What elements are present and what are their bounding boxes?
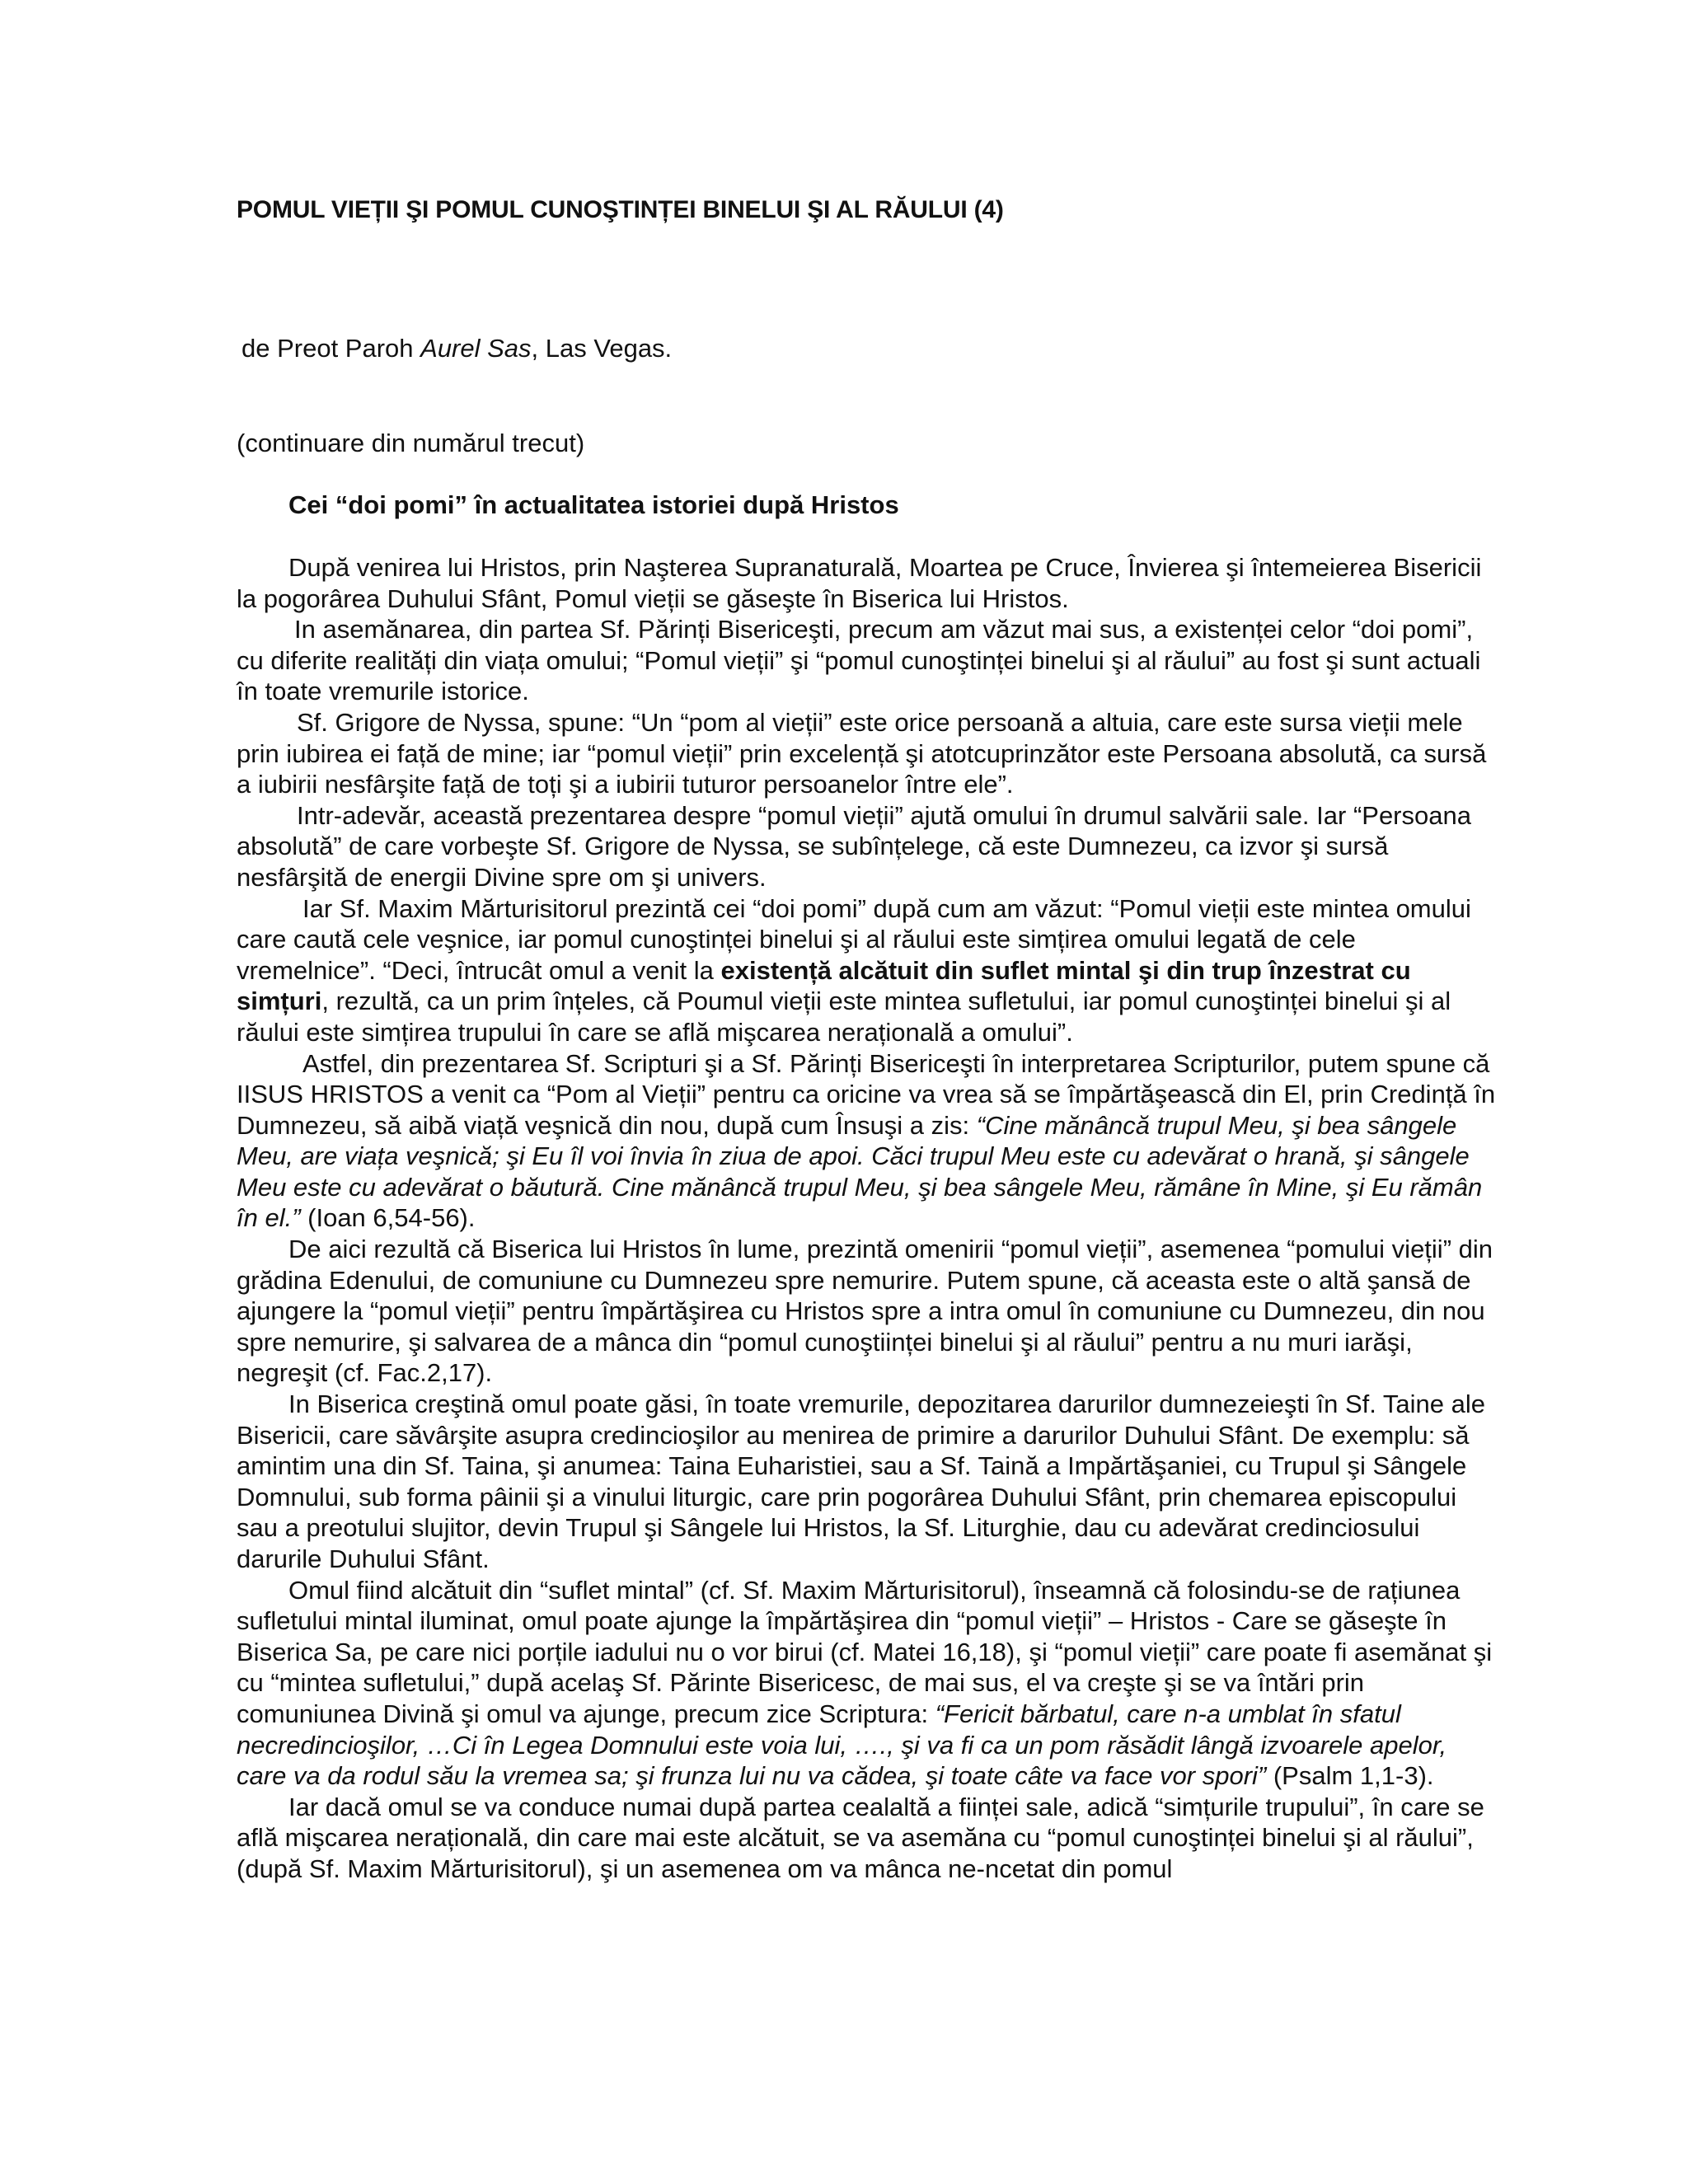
paragraph: Iar dacă omul se va conduce numai după partea cealaltă a ființei sale, adică “simțurile trupului”, în care se află mişcarea nerațională, din care mai este alcătuit, se va asemăna cu “pomul cunoştinței binelui şi al răului”, (după Sf. Maxim Mărturisitorul), şi un asemenea om va mânca ne-ncetat din pomul: [237, 1792, 1484, 1883]
article-title: POMUL VIEȚII ŞI POMUL CUNOŞTINȚEI BINELUI ŞI AL RĂULUI (4): [237, 196, 1004, 223]
paragraph-text: , rezultă, ca un prim înțeles, că Poumul vieții este mintea sufletului, iar pomul cunoştinței binelui şi al răului este simțirea trupului în care se află mişcarea nerațională a omului”.: [237, 987, 1451, 1047]
citation: (Psalm 1,1-3).: [1266, 1761, 1434, 1791]
citation: (Ioan 6,54-56).: [300, 1203, 476, 1233]
paragraph-text: Iar Sf. Maxim Mărturisitorul prezintă cei “doi pomi” după cum am văzut: “Pomul vieții este mintea omului care caută cele veşnice, iar pomul cunoştinței binelui şi al răului este simțirea omului legată de cele vremelnice”. “Deci, întrucât omul a venit la: [237, 893, 1471, 985]
paragraph: După venirea lui Hristos, prin Naşterea Supranaturală, Moartea pe Cruce, Învierea şi întemeierea Bisericii la pogorârea Duhului Sfânt, Pomul vieții se găseşte în Biserica lui Hristos.: [237, 553, 1482, 613]
paragraph-text: Astfel, din prezentarea Sf. Scripturi şi a Sf. Părinți Bisericeşti în interpretarea Scripturilor, putem spune că IISUS HRISTOS a venit ca “Pom al Vieții” pentru ca oricine va vrea să se împărtăşească din El, prin Credință în Dumnezeu, să aibă viață veşnică din nou, după cum Însuşi a zis:: [237, 1048, 1496, 1140]
byline-prefix: de Preot Paroh: [241, 334, 421, 363]
paragraph: Sf. Grigore de Nyssa, spune: “Un “pom al vieții” este orice persoană a altuia, care este sursa vieții mele prin iubirea ei față de mine; iar “pomul vieții” prin excelență şi atotcuprinzător este Persoana absolută, ca sursă a iubirii nesfârşite față de toți şi a iubirii tuturor persoanelor între ele”.: [237, 707, 1487, 799]
continuation-note: (continuare din numărul trecut): [237, 429, 585, 457]
paragraph: De aici rezultă că Biserica lui Hristos în lume, prezintă omenirii “pomul vieții”, asemenea “pomului vieții” din grădina Edenului, de comuniune cu Dumnezeu spre nemurire. Putem spune, că aceasta este o altă şansă de ajungere la “pomul vieții” pentru împărtăşirea cu Hristos spre a intra omul în comuniune cu Dumnezeu, din nou spre nemurire, şi salvarea de a mânca din “pomul cunoştiinței binelui şi al răului” pentru a nu muri iarăşi, negreşit (cf. Fac.2,17).: [237, 1235, 1493, 1388]
paragraph: [237, 893, 1498, 1048]
paragraph: In asemănarea, din partea Sf. Părinți Bisericeşti, precum am văzut mai sus, a existenței celor “doi pomi”, cu diferite realități din viața omului; “Pomul vieții” şi “pomul cunoştinței binelui şi al răului” au fost şi sunt actuali în toate vremurile istorice.: [237, 615, 1481, 706]
paragraph: Intr-adevăr, această prezentarea despre “pomul vieții” ajută omului în drumul salvării sale. Iar “Persoana absolută” de care vorbeşte Sf. Grigore de Nyssa, se subînțelege, că este Dumnezeu, ca izvor şi sursă nesfârşită de energii Divine spre om şi univers.: [237, 800, 1471, 892]
byline: [241, 334, 672, 363]
byline-suffix: , Las Vegas.: [531, 334, 673, 363]
scripture-quote: “Cine mănâncă trupul Meu, şi bea sângele Meu, are viața veşnică; şi Eu îl voi învia în ziua de apoi. Căci trupul Meu este cu adevărat o hrană, şi sângele Meu este cu adevărat o băutură. Cine mănâncă trupul Meu, şi bea sângele Meu, rămâne în Mine, şi Eu rămân în el.”: [237, 1110, 1483, 1233]
section-heading: Cei “doi pomi” în actualitatea istoriei după Hristos: [288, 490, 899, 519]
author-name: Aurel Sas: [420, 334, 532, 363]
scripture-quote: “Fericit bărbatul, care n-a umblat în sfatul necredincioşilor, …Ci în Legea Domnului este voia lui, …., şi va fi ca un pom răsădit lângă izvoarele apelor, care va da rodul său la vremea sa; şi frunza lui nu va cădea, şi toate câte va face vor spori”: [237, 1699, 1447, 1791]
paragraph: [237, 1575, 1498, 1792]
paragraph-text: Omul fiind alcătuit din “suflet mintal” (cf. Sf. Maxim Mărturisitorul), înseamnă că folosindu-se de rațiunea sufletului mintal iluminat, omul poate ajunge la împărtăşirea din “pomul vieții” – Hristos - Care se găseşte în Biserica Sa, pe care nici porțile iadului nu o vor birui (cf. Matei 16,18), şi “pomul vieții” care poate fi asemănat şi cu “mintea sufletului,” după acelaş Sf. Părinte Bisericesc, de mai sus, el va creşte şi se va întări prin comuniunea Divină şi omul va ajunge, precum zice Scriptura:: [237, 1575, 1493, 1728]
bold-emphasis: existență alcătuit din suflet mintal şi din trup înzestrat cu simțuri: [237, 955, 1411, 1016]
article-body: [237, 552, 1498, 1885]
paragraph: In Biserica creştină omul poate găsi, în toate vremurile, depozitarea darurilor dumnezeieşti în Sf. Taine ale Bisericii, care săvârşite asupra credincioşilor au menirea de primire a darurilor Duhului Sfânt. De exemplu: să amintim una din Sf. Taina, şi anumea: Taina Euharistiei, sau a Sf. Taină a Impărtăşaniei, cu Trupul şi Sângele Domnului, sub forma pâinii şi a vinului liturgic, care prin pogorârea Duhului Sfânt, prin chemarea episcopului sau a preotului slujitor, devin Trupul şi Sângele lui Hristos, la Sf. Liturghie, dau cu adevărat credinciosului darurile Duhului Sfânt.: [237, 1390, 1486, 1573]
paragraph: [237, 1048, 1498, 1235]
